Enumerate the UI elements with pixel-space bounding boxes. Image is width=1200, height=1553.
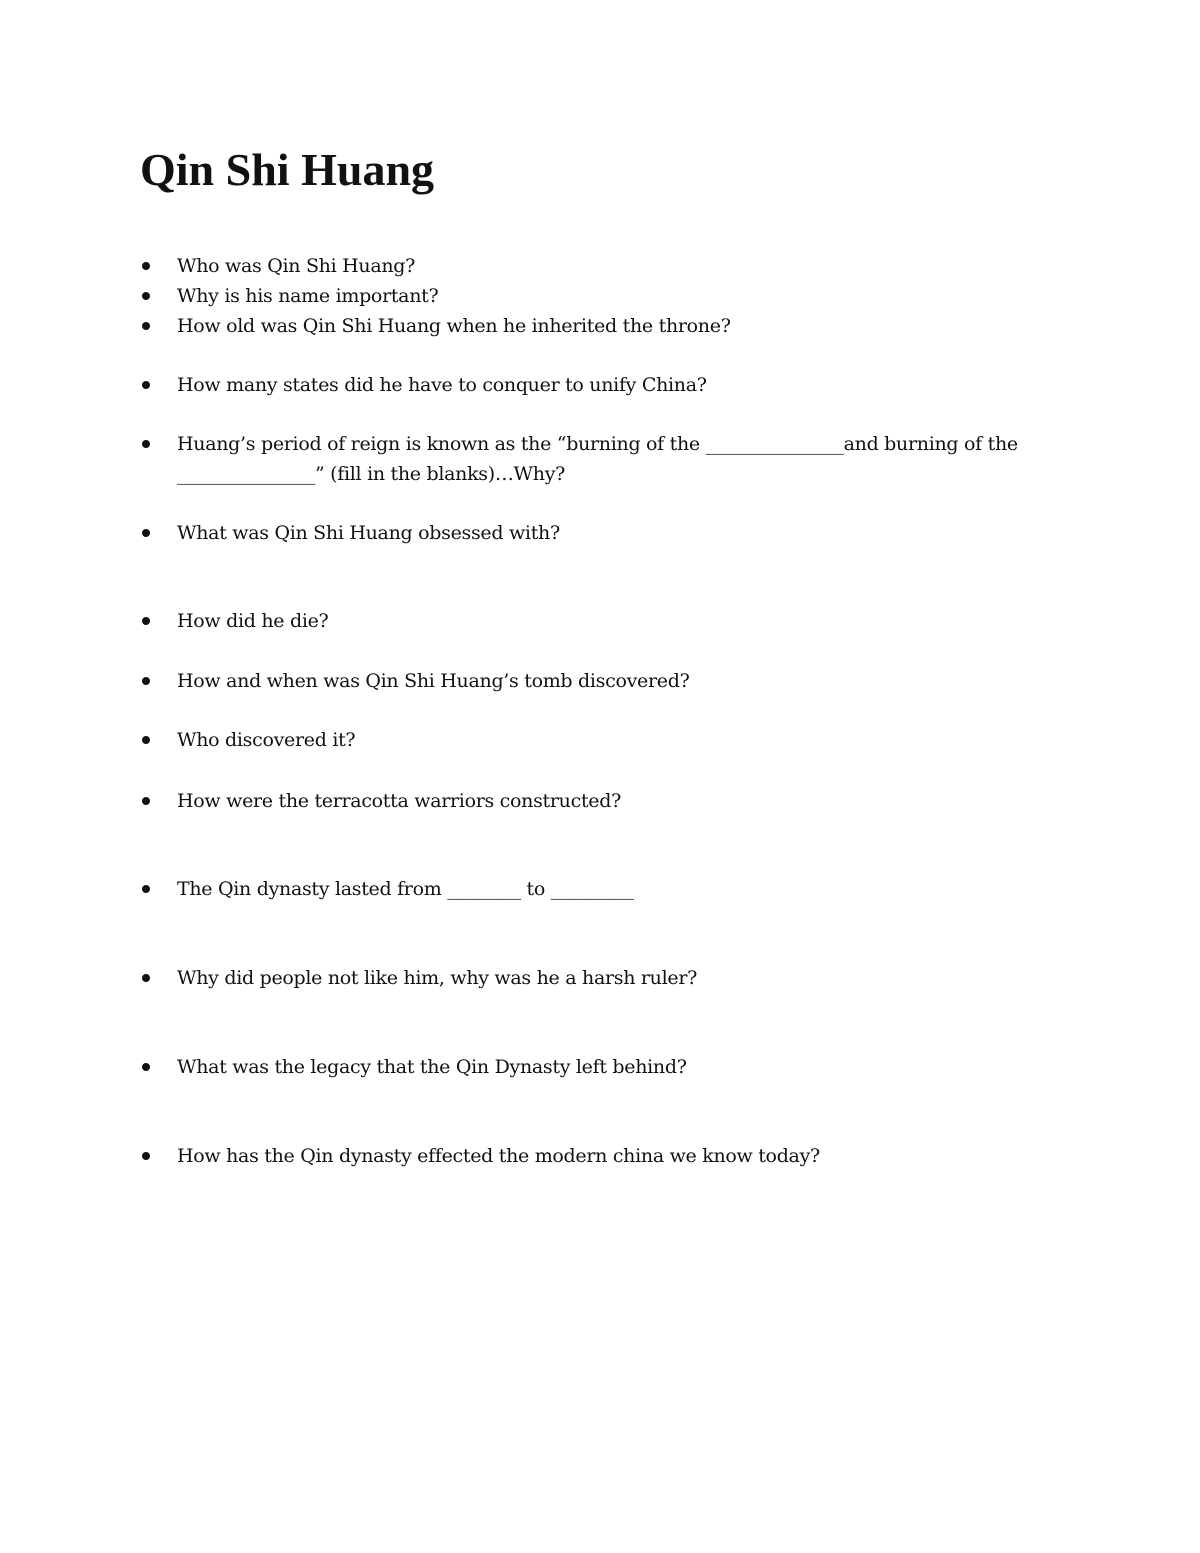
question-item: How and when was Qin Shi Huang’s tomb discovered?	[177, 666, 1077, 696]
question-item: What was the legacy that the Qin Dynasty left behind?	[177, 1052, 1077, 1082]
question-item: How many states did he have to conquer to unify China?	[177, 370, 1077, 400]
question-item: How old was Qin Shi Huang when he inherited the throne?	[177, 311, 1077, 341]
page-title: Qin Shi Huang	[140, 144, 435, 195]
question-item: Who was Qin Shi Huang?	[177, 251, 1077, 281]
question-item: How were the terracotta warriors constructed?	[177, 786, 1077, 816]
question-item: Huang’s period of reign is known as the “burning of the _______________and burning of the _______________” (fill in the blanks)…Why?	[177, 429, 1077, 489]
question-item: The Qin dynasty lasted from ________ to _________	[177, 874, 1077, 904]
question-item: Who discovered it?	[177, 725, 1077, 755]
question-item: Why did people not like him, why was he a harsh ruler?	[177, 963, 1077, 993]
question-item: What was Qin Shi Huang obsessed with?	[177, 518, 1077, 548]
question-item: Why is his name important?	[177, 281, 1077, 311]
question-item: How has the Qin dynasty effected the modern china we know today?	[177, 1141, 1077, 1171]
question-item: How did he die?	[177, 606, 1077, 636]
